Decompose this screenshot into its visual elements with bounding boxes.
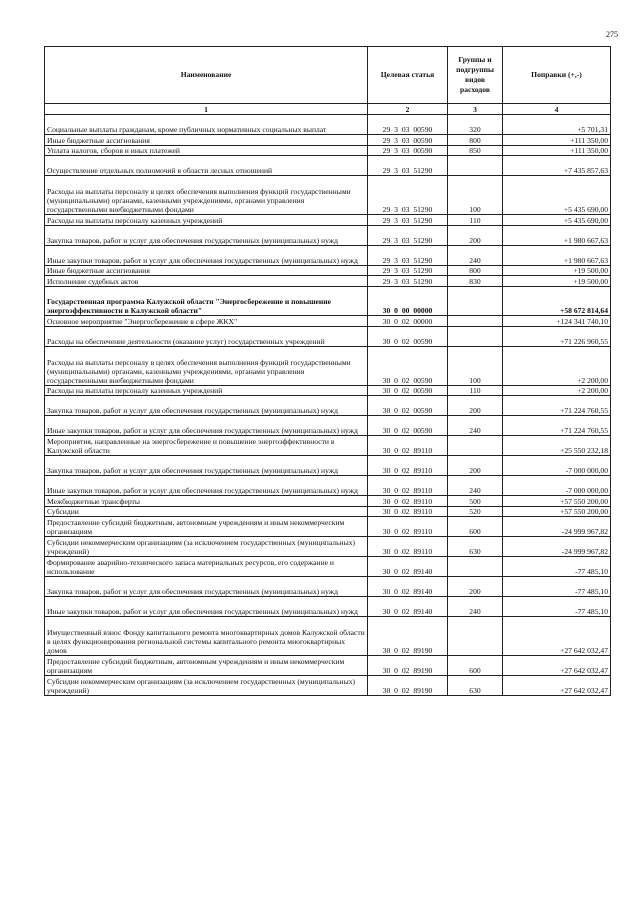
- table-row: [45, 416, 611, 436]
- row-target-article: 30 0 02 89140: [368, 557, 448, 577]
- row-expense-group: 800: [448, 135, 503, 146]
- header-num-1: 1: [45, 104, 368, 115]
- row-target-article: 30 0 02 89110: [368, 456, 448, 476]
- row-name: Предоставление субсидий бюджетным, автономным учреждениям и иным некоммерческим организациям: [45, 517, 368, 537]
- row-amendment: +1 980 667,63: [503, 225, 611, 245]
- row-name: Субсидии: [45, 506, 368, 517]
- table-row: [45, 506, 611, 517]
- row-target-article: 30 0 02 89110: [368, 517, 448, 537]
- row-name: Расходы на выплаты персоналу в целях обеспечения выполнения функций государственными (муниципальными) органами, казенными учреждениями, органами управления государственными внебюджетными фондами: [45, 176, 368, 215]
- row-expense-group: [448, 156, 503, 176]
- row-amendment: +57 550 200,00: [503, 506, 611, 517]
- page-number: 275: [606, 30, 618, 39]
- row-amendment: +19 500,00: [503, 265, 611, 276]
- header-num-4: 4: [503, 104, 611, 115]
- table-row: [45, 326, 611, 346]
- row-name: Межбюджетные трансферты: [45, 496, 368, 507]
- row-target-article: 30 0 02 89110: [368, 436, 448, 456]
- table-row: [45, 276, 611, 287]
- row-target-article: 30 0 02 89110: [368, 537, 448, 557]
- table-row: [45, 617, 611, 656]
- row-name: Закупка товаров, работ и услуг для обеспечения государственных (муниципальных) нужд: [45, 577, 368, 597]
- table-row: [45, 156, 611, 176]
- row-name: Расходы на выплаты персоналу казенных учреждений: [45, 385, 368, 396]
- row-target-article: 30 0 02 89190: [368, 656, 448, 676]
- table-row: [45, 265, 611, 276]
- table-row: [45, 396, 611, 416]
- header-target-article: Целевая статья: [368, 47, 448, 104]
- row-name: Иные закупки товаров, работ и услуг для обеспечения государственных (муниципальных) нужд: [45, 476, 368, 496]
- row-expense-group: 200: [448, 225, 503, 245]
- table-row: [45, 135, 611, 146]
- row-amendment: -77 485,10: [503, 557, 611, 577]
- table-row: [45, 245, 611, 265]
- row-target-article: 29 3 03 00590: [368, 145, 448, 156]
- row-expense-group: 850: [448, 145, 503, 156]
- header-expense-group: Группы и подгруппы видов расходов: [448, 47, 503, 104]
- table-row: [45, 476, 611, 496]
- row-expense-group: 240: [448, 245, 503, 265]
- table-row: [45, 577, 611, 597]
- row-amendment: +27 642 032,47: [503, 656, 611, 676]
- row-name: Иные закупки товаров, работ и услуг для обеспечения государственных (муниципальных) нужд: [45, 416, 368, 436]
- row-target-article: 29 3 03 51290: [368, 265, 448, 276]
- row-target-article: 30 0 02 89110: [368, 476, 448, 496]
- row-expense-group: 110: [448, 385, 503, 396]
- row-expense-group: 520: [448, 506, 503, 517]
- row-target-article: 30 0 02 00590: [368, 385, 448, 396]
- row-amendment: +2 200,00: [503, 385, 611, 396]
- row-amendment: +58 672 814,64: [503, 286, 611, 316]
- row-target-article: 30 0 02 00000: [368, 316, 448, 327]
- row-amendment: -77 485,10: [503, 577, 611, 597]
- row-amendment: -24 999 967,82: [503, 517, 611, 537]
- row-target-article: 29 3 03 51290: [368, 225, 448, 245]
- row-expense-group: 630: [448, 676, 503, 696]
- budget-amendments-table: [44, 46, 611, 696]
- row-target-article: 30 0 02 00590: [368, 326, 448, 346]
- table-row: [45, 225, 611, 245]
- row-expense-group: 320: [448, 115, 503, 135]
- row-expense-group: [448, 557, 503, 577]
- row-target-article: 29 3 03 51290: [368, 245, 448, 265]
- table-row: [45, 537, 611, 557]
- row-expense-group: 110: [448, 215, 503, 226]
- table-row: [45, 496, 611, 507]
- table-row: [45, 557, 611, 577]
- table-row: [45, 346, 611, 385]
- row-name: Субсидии некоммерческим организациям (за исключением государственных (муниципальных) учреждений): [45, 676, 368, 696]
- row-amendment: -24 999 967,82: [503, 537, 611, 557]
- row-target-article: 30 0 02 89190: [368, 617, 448, 656]
- table-row: [45, 215, 611, 226]
- row-amendment: +27 642 032,47: [503, 676, 611, 696]
- table-row: [45, 316, 611, 327]
- row-amendment: +71 226 960,55: [503, 326, 611, 346]
- row-amendment: +71 224 760,55: [503, 416, 611, 436]
- row-expense-group: 630: [448, 537, 503, 557]
- row-amendment: +27 642 032,47: [503, 617, 611, 656]
- row-amendment: +111 350,00: [503, 145, 611, 156]
- table-row: [45, 176, 611, 215]
- row-target-article: 30 0 02 00590: [368, 346, 448, 385]
- row-expense-group: 200: [448, 456, 503, 476]
- row-target-article: 30 0 02 89110: [368, 496, 448, 507]
- row-amendment: +57 550 200,00: [503, 496, 611, 507]
- row-expense-group: [448, 436, 503, 456]
- row-name: Закупка товаров, работ и услуг для обеспечения государственных (муниципальных) нужд: [45, 396, 368, 416]
- header-name: Наименование: [45, 47, 368, 104]
- row-expense-group: 800: [448, 265, 503, 276]
- row-target-article: 30 0 02 89190: [368, 676, 448, 696]
- row-name: Предоставление субсидий бюджетным, автономным учреждениям и иным некоммерческим организациям: [45, 656, 368, 676]
- row-name: Социальные выплаты гражданам, кроме публичных нормативных социальных выплат: [45, 115, 368, 135]
- row-target-article: 30 0 02 00590: [368, 416, 448, 436]
- table-row: [45, 385, 611, 396]
- table-body: [45, 115, 611, 696]
- row-expense-group: 200: [448, 577, 503, 597]
- row-name: Иные закупки товаров, работ и услуг для обеспечения государственных (муниципальных) нужд: [45, 245, 368, 265]
- row-amendment: +124 341 740,10: [503, 316, 611, 327]
- table-row: [45, 456, 611, 476]
- row-target-article: 29 3 03 00590: [368, 135, 448, 146]
- table-header: [45, 47, 611, 115]
- table-row: [45, 115, 611, 135]
- row-expense-group: 200: [448, 396, 503, 416]
- table-row: [45, 517, 611, 537]
- row-expense-group: 600: [448, 517, 503, 537]
- row-amendment: +5 701,31: [503, 115, 611, 135]
- table-row: [45, 145, 611, 156]
- row-amendment: +5 435 690,00: [503, 215, 611, 226]
- row-amendment: +111 350,00: [503, 135, 611, 146]
- row-target-article: 29 3 03 51290: [368, 276, 448, 287]
- row-amendment: +1 980 667,63: [503, 245, 611, 265]
- table-row: [45, 597, 611, 617]
- row-amendment: +25 550 232,18: [503, 436, 611, 456]
- row-name: Расходы на обеспечение деятельности (оказание услуг) государственных учреждений: [45, 326, 368, 346]
- row-amendment: -77 485,10: [503, 597, 611, 617]
- row-name: Мероприятия, направленные на энергосбережение и повышение энергоэффективности в Калужской области: [45, 436, 368, 456]
- row-target-article: 30 0 02 89140: [368, 597, 448, 617]
- row-amendment: -7 000 000,00: [503, 476, 611, 496]
- row-expense-group: [448, 316, 503, 327]
- row-name: Расходы на выплаты персоналу казенных учреждений: [45, 215, 368, 226]
- row-amendment: +2 200,00: [503, 346, 611, 385]
- row-name: Уплата налогов, сборов и иных платежей: [45, 145, 368, 156]
- row-name: Иные бюджетные ассигнования: [45, 265, 368, 276]
- header-num-2: 2: [368, 104, 448, 115]
- row-name: Закупка товаров, работ и услуг для обеспечения государственных (муниципальных) нужд: [45, 456, 368, 476]
- row-expense-group: [448, 617, 503, 656]
- row-target-article: 29 3 03 51290: [368, 176, 448, 215]
- row-name: Иные бюджетные ассигнования: [45, 135, 368, 146]
- row-amendment: +7 435 857,63: [503, 156, 611, 176]
- row-target-article: 30 0 02 89140: [368, 577, 448, 597]
- row-name: Исполнение судебных актов: [45, 276, 368, 287]
- row-name: Иные закупки товаров, работ и услуг для обеспечения государственных (муниципальных) нужд: [45, 597, 368, 617]
- row-expense-group: [448, 326, 503, 346]
- table-row: [45, 676, 611, 696]
- header-num-3: 3: [448, 104, 503, 115]
- row-name: Субсидии некоммерческим организациям (за исключением государственных (муниципальных) учреждений): [45, 537, 368, 557]
- row-target-article: 29 3 03 51290: [368, 156, 448, 176]
- row-target-article: 30 0 02 00590: [368, 396, 448, 416]
- row-expense-group: 100: [448, 346, 503, 385]
- row-name: Имущественный взнос Фонду капитального ремонта многоквартирных домов Калужской области в целях функционирования региональной системы капитального ремонта многоквартирных домов: [45, 617, 368, 656]
- row-target-article: 29 3 03 51290: [368, 215, 448, 226]
- row-name: Государственная программа Калужской области "Энергосбережение и повышение энергоэффективности в Калужской области": [45, 286, 368, 316]
- table-row: [45, 656, 611, 676]
- row-amendment: -7 000 000,00: [503, 456, 611, 476]
- row-amendment: +71 224 760,55: [503, 396, 611, 416]
- row-expense-group: 240: [448, 476, 503, 496]
- row-expense-group: 240: [448, 416, 503, 436]
- row-expense-group: 100: [448, 176, 503, 215]
- row-expense-group: 600: [448, 656, 503, 676]
- row-expense-group: [448, 286, 503, 316]
- row-name: Расходы на выплаты персоналу в целях обеспечения выполнения функций государственными (муниципальными) органами, казенными учреждениями, органами управления государственными внебюджетными фондами: [45, 346, 368, 385]
- header-amendments: Поправки (+,-): [503, 47, 611, 104]
- row-target-article: 30 0 02 89110: [368, 506, 448, 517]
- row-target-article: 29 3 03 00590: [368, 115, 448, 135]
- row-amendment: +5 435 690,00: [503, 176, 611, 215]
- row-expense-group: 240: [448, 597, 503, 617]
- row-amendment: +19 500,00: [503, 276, 611, 287]
- row-name: Формирование аварийно-технического запаса материальных ресурсов, его содержание и использование: [45, 557, 368, 577]
- row-name: Осуществление отдельных полномочий в области лесных отношений: [45, 156, 368, 176]
- row-name: Закупка товаров, работ и услуг для обеспечения государственных (муниципальных) нужд: [45, 225, 368, 245]
- table-row: [45, 286, 611, 316]
- row-expense-group: 500: [448, 496, 503, 507]
- table-row: [45, 436, 611, 456]
- row-target-article: 30 0 00 00000: [368, 286, 448, 316]
- row-expense-group: 830: [448, 276, 503, 287]
- row-name: Основное мероприятие "Энергосбережение в сфере ЖКХ": [45, 316, 368, 327]
